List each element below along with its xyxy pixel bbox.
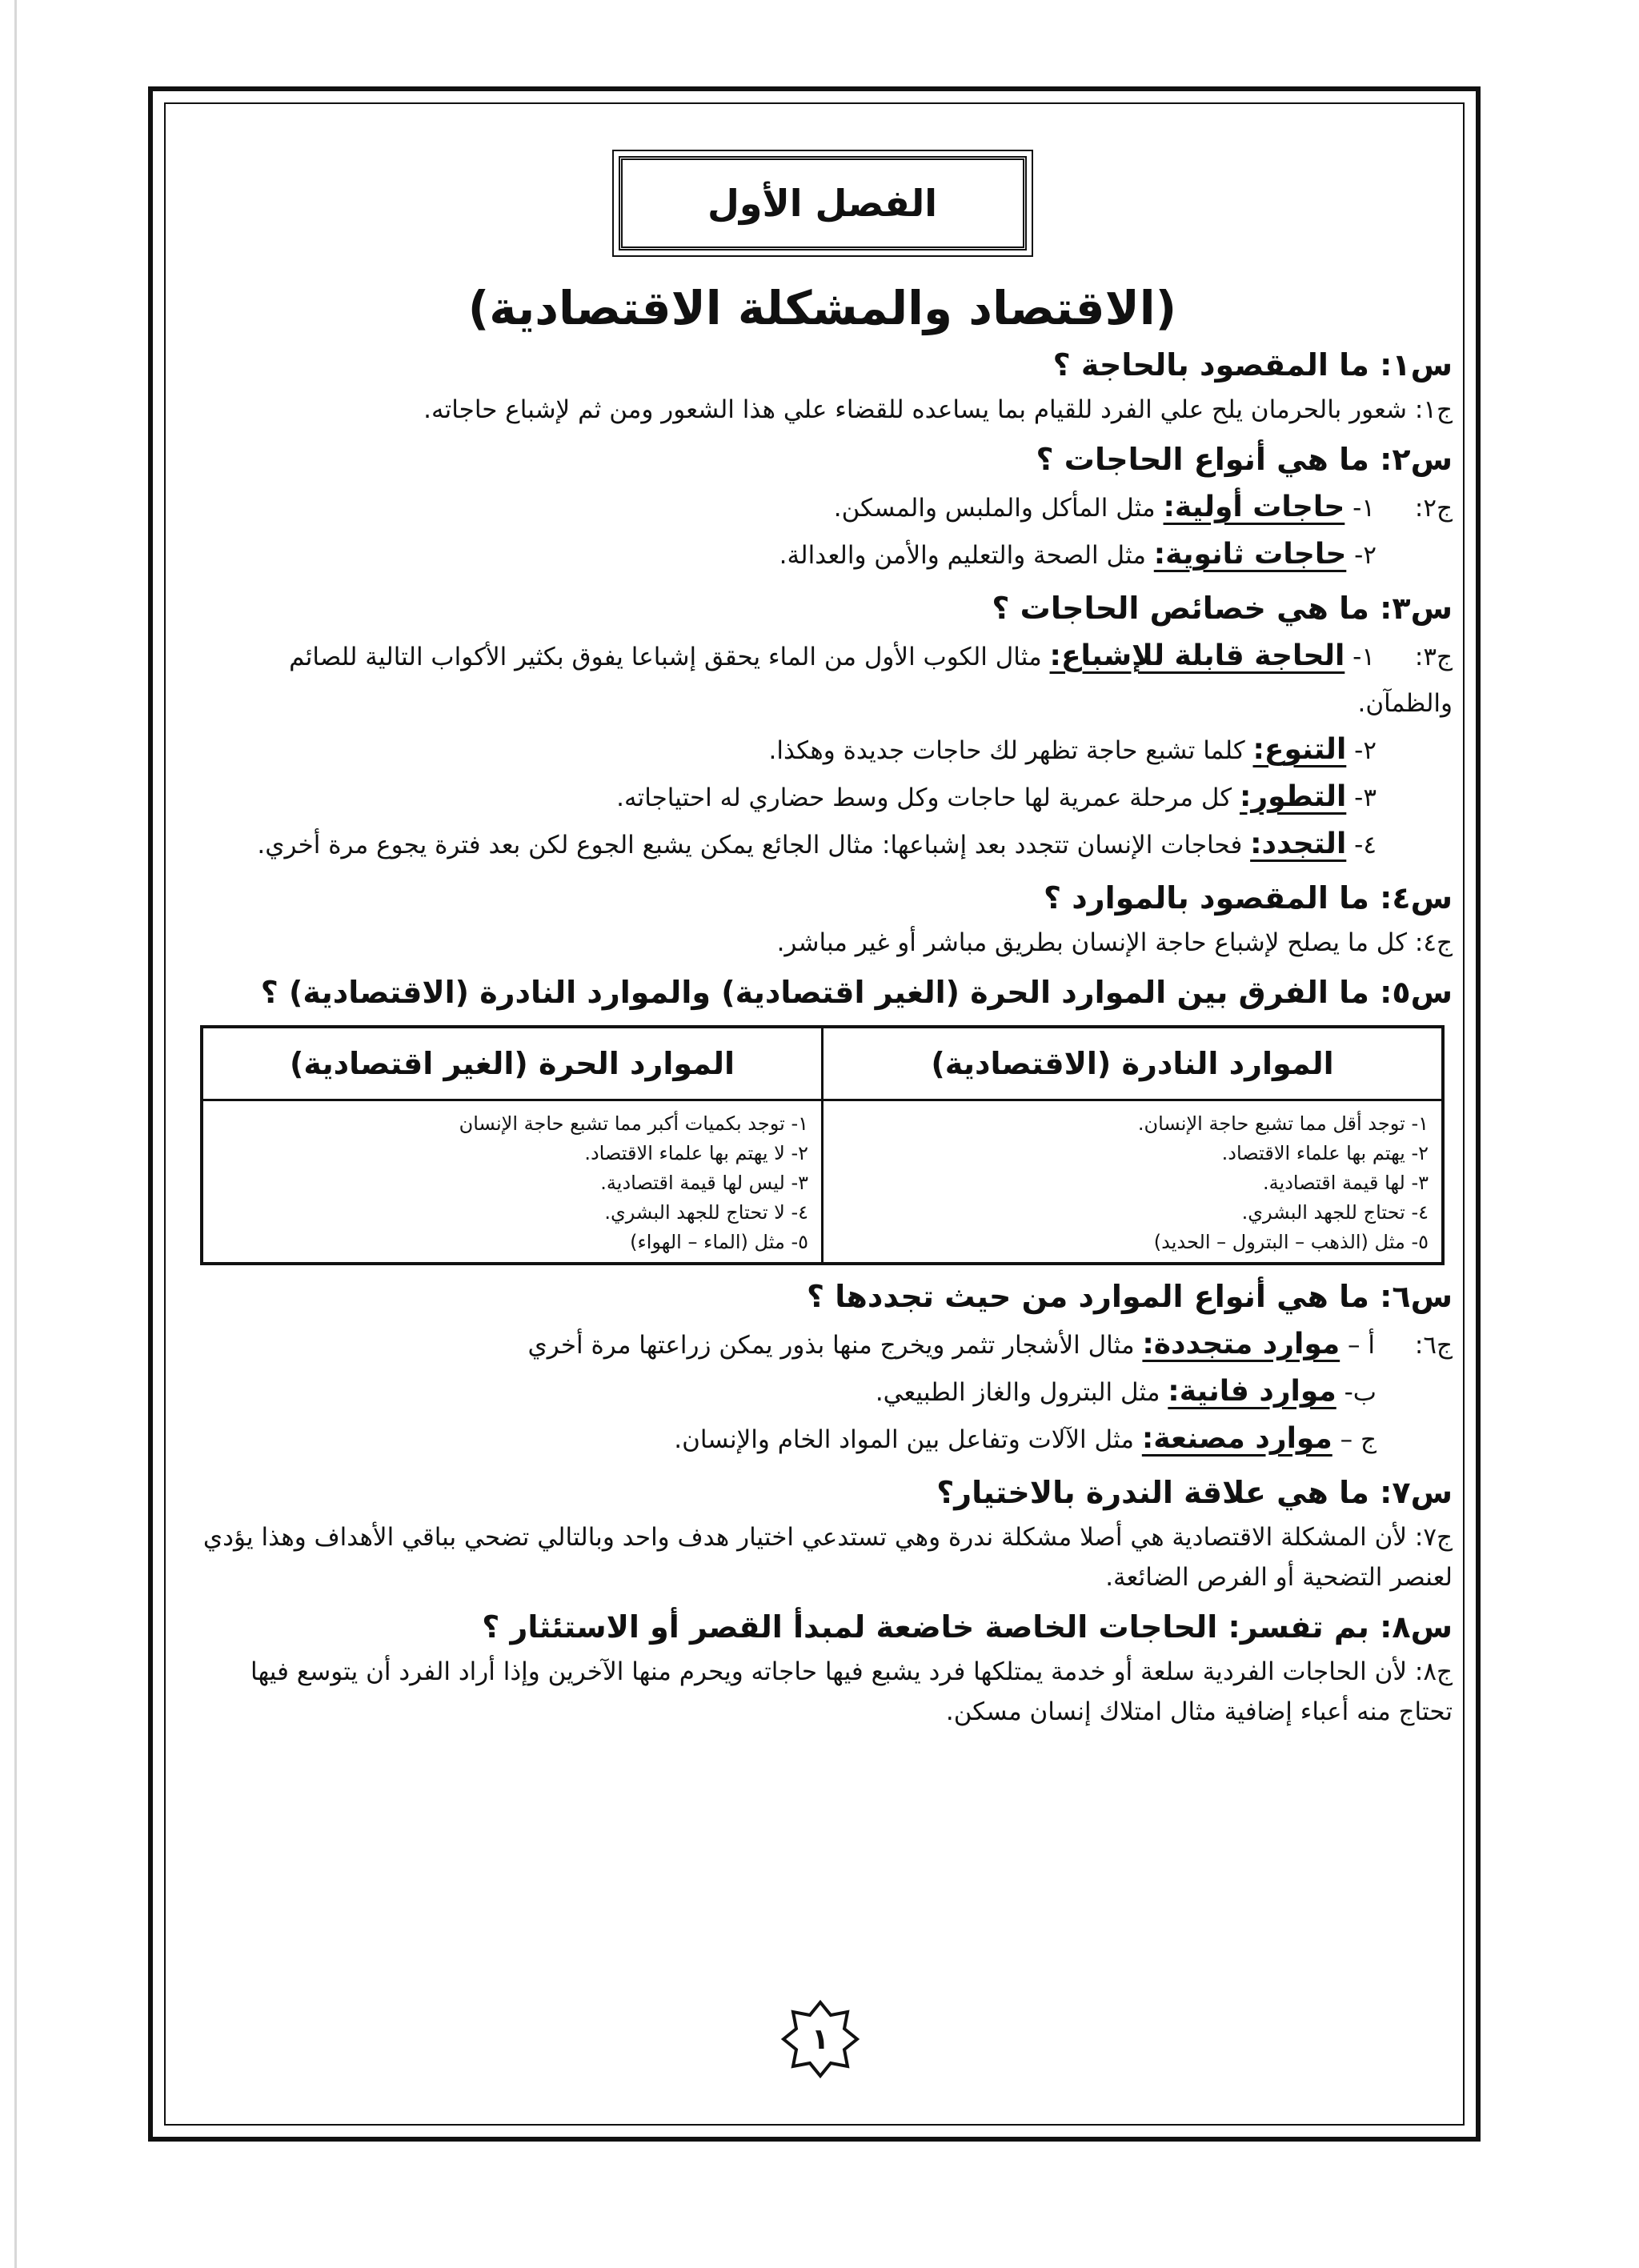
- answer-6-item-2: [192, 1368, 1453, 1416]
- answer-label: ج٦:: [1414, 1331, 1453, 1360]
- item-number: ١-: [1352, 643, 1376, 671]
- answer-3-item-2: [192, 727, 1453, 774]
- page-number: ١: [811, 2022, 829, 2056]
- list-item: ٢- يهتم بها علماء الاقتصاد.: [1221, 1142, 1429, 1164]
- item-term: التجدد:: [1250, 827, 1347, 860]
- answer-7: ج٧: لأن المشكلة الاقتصادية هي أصلا مشكلة ندرة وهي تستدعي اختيار هدف واحد وبالتالي تضحي بباقي الأهداف وهذا يؤدي لعنصر التضحية أو الفرص الضائعة.: [202, 1523, 1453, 1592]
- list-item: ٣- ليس لها قيمة اقتصادية.: [600, 1172, 808, 1194]
- item-number: ب-: [1344, 1378, 1377, 1407]
- item-number: ٢-: [1354, 736, 1377, 765]
- item-number: ٣-: [1354, 783, 1377, 812]
- item-term: حاجات أولية:: [1163, 491, 1345, 523]
- question-1: س١: ما المقصود بالحاجة ؟: [1052, 347, 1453, 383]
- answer-2-item-2: [192, 531, 1453, 579]
- item-term: التطور:: [1239, 780, 1347, 813]
- item-text: مثل المأكل والملبس والمسكن.: [833, 494, 1164, 523]
- table-header-row: [202, 1027, 1443, 1100]
- item-number: ج –: [1340, 1425, 1377, 1454]
- list-item: ٥- مثل (الماء – الهواء): [630, 1231, 808, 1253]
- answer-3-item-3: [192, 774, 1453, 821]
- answer-6-item-1: [192, 1321, 1453, 1368]
- answer-3-item-4: [192, 821, 1453, 868]
- question-8: س٨: بم تفسر: الحاجات الخاصة خاضعة لمبدأ القصر أو الاستئثار ؟: [482, 1609, 1453, 1645]
- item-number: أ –: [1348, 1331, 1376, 1360]
- scarce-resources-cell: [823, 1100, 1444, 1264]
- question-5: س٥: ما الفرق بين الموارد الحرة (الغير اقتصادية) والموارد النادرة (الاقتصادية) ؟: [260, 975, 1453, 1010]
- answer-label: ج٣:: [1414, 643, 1453, 671]
- scan-edge-line: [14, 0, 17, 2268]
- item-text: كلما تشبع حاجة تظهر لك حاجات جديدة وهكذا.: [768, 736, 1253, 765]
- item-term: موارد مصنعة:: [1141, 1422, 1332, 1455]
- page-content: [192, 156, 1453, 1732]
- item-number: ٤-: [1354, 831, 1377, 860]
- item-text: كل مرحلة عمرية لها حاجات وكل وسط حضاري له احتياجاته.: [616, 783, 1240, 812]
- list-item: ٤- تحتاج للجهد البشري.: [1241, 1201, 1429, 1224]
- question-2: س٢: ما هي أنواع الحاجات ؟: [1036, 442, 1453, 477]
- list-item: ٤- لا تحتاج للجهد البشري.: [604, 1201, 808, 1224]
- item-text: مثال الأشجار تثمر ويخرج منها بذور يمكن زراعتها مرة أخري: [527, 1331, 1143, 1360]
- answer-4: ج٤: كل ما يصلح لإشباع حاجة الإنسان بطريق مباشر أو غير مباشر.: [776, 928, 1453, 957]
- page-number-badge: [780, 1999, 860, 2079]
- question-6: س٦: ما هي أنواع الموارد من حيث تجددها ؟: [807, 1279, 1453, 1314]
- list-item: ٥- مثل (الذهب – البترول – الحديد): [1153, 1231, 1429, 1253]
- item-text: مثال الكوب الأول من الماء يحقق إشباعا يفوق بكثير الأكواب التالية للصائم والظمآن.: [289, 643, 1453, 718]
- answer-6-item-3: [192, 1416, 1453, 1463]
- item-text: فحاجات الإنسان تتجدد بعد إشباعها: مثال الجائع يمكن يشبع الجوع لكن بعد فترة يجوع مرة أخري.: [257, 831, 1251, 860]
- list-item: ١- توجد بكميات أكبر مما تشبع حاجة الإنسان: [459, 1112, 808, 1135]
- question-4: س٤: ما المقصود بالموارد ؟: [1044, 880, 1453, 916]
- answer-label: ج٢:: [1414, 494, 1453, 523]
- item-term: الحاجة قابلة للإشباع:: [1049, 639, 1345, 672]
- answer-2-item-1: [192, 484, 1453, 531]
- chapter-subtitle: (الاقتصاد والمشكلة الاقتصادية): [467, 281, 1177, 335]
- list-item: ١- توجد أقل مما تشبع حاجة الإنسان.: [1137, 1112, 1429, 1135]
- item-text: مثل البترول والغاز الطبيعي.: [875, 1378, 1168, 1407]
- answer-1: ج١: شعور بالحرمان يلح علي الفرد للقيام بما يساعده للقضاء علي هذا الشعور ومن ثم لإشباع حاجاته.: [423, 395, 1453, 424]
- chapter-title: الفصل الأول: [619, 156, 1027, 250]
- table-row: [202, 1100, 1443, 1264]
- list-item: ٣- لها قيمة اقتصادية.: [1263, 1172, 1429, 1194]
- table-header-scarce: الموارد النادرة (الاقتصادية): [823, 1027, 1444, 1100]
- item-number: ١-: [1352, 494, 1376, 523]
- item-term: التنوع:: [1252, 733, 1347, 766]
- answer-3-item-1: [192, 633, 1453, 727]
- item-text: مثل الصحة والتعليم والأمن والعدالة.: [779, 541, 1154, 570]
- item-number: ٢-: [1354, 541, 1377, 570]
- item-term: موارد فانية:: [1168, 1375, 1336, 1408]
- free-resources-cell: [202, 1100, 823, 1264]
- question-3: س٣: ما هي خصائص الحاجات ؟: [992, 591, 1453, 626]
- table-header-free: الموارد الحرة (الغير اقتصادية): [202, 1027, 823, 1100]
- list-item: ٢- لا يهتم بها علماء الاقتصاد.: [584, 1142, 808, 1164]
- answer-8: ج٨: لأن الحاجات الفردية سلعة أو خدمة يمتلكها فرد يشبع فيها حاجاته ويحرم منها الآخرين وإذا أراد الفرد أن يتوسع فيها تحتاج منه أعباء إضافية مثال امتلاك إنسان مسكن.: [250, 1657, 1453, 1726]
- question-7: س٧: ما هي علاقة الندرة بالاختيار؟: [936, 1475, 1453, 1510]
- item-term: حاجات ثانوية:: [1153, 538, 1347, 571]
- resources-comparison-table: [200, 1025, 1445, 1265]
- item-term: موارد متجددة:: [1142, 1328, 1340, 1360]
- item-text: مثل الآلات وتفاعل بين المواد الخام والإنسان.: [674, 1425, 1142, 1454]
